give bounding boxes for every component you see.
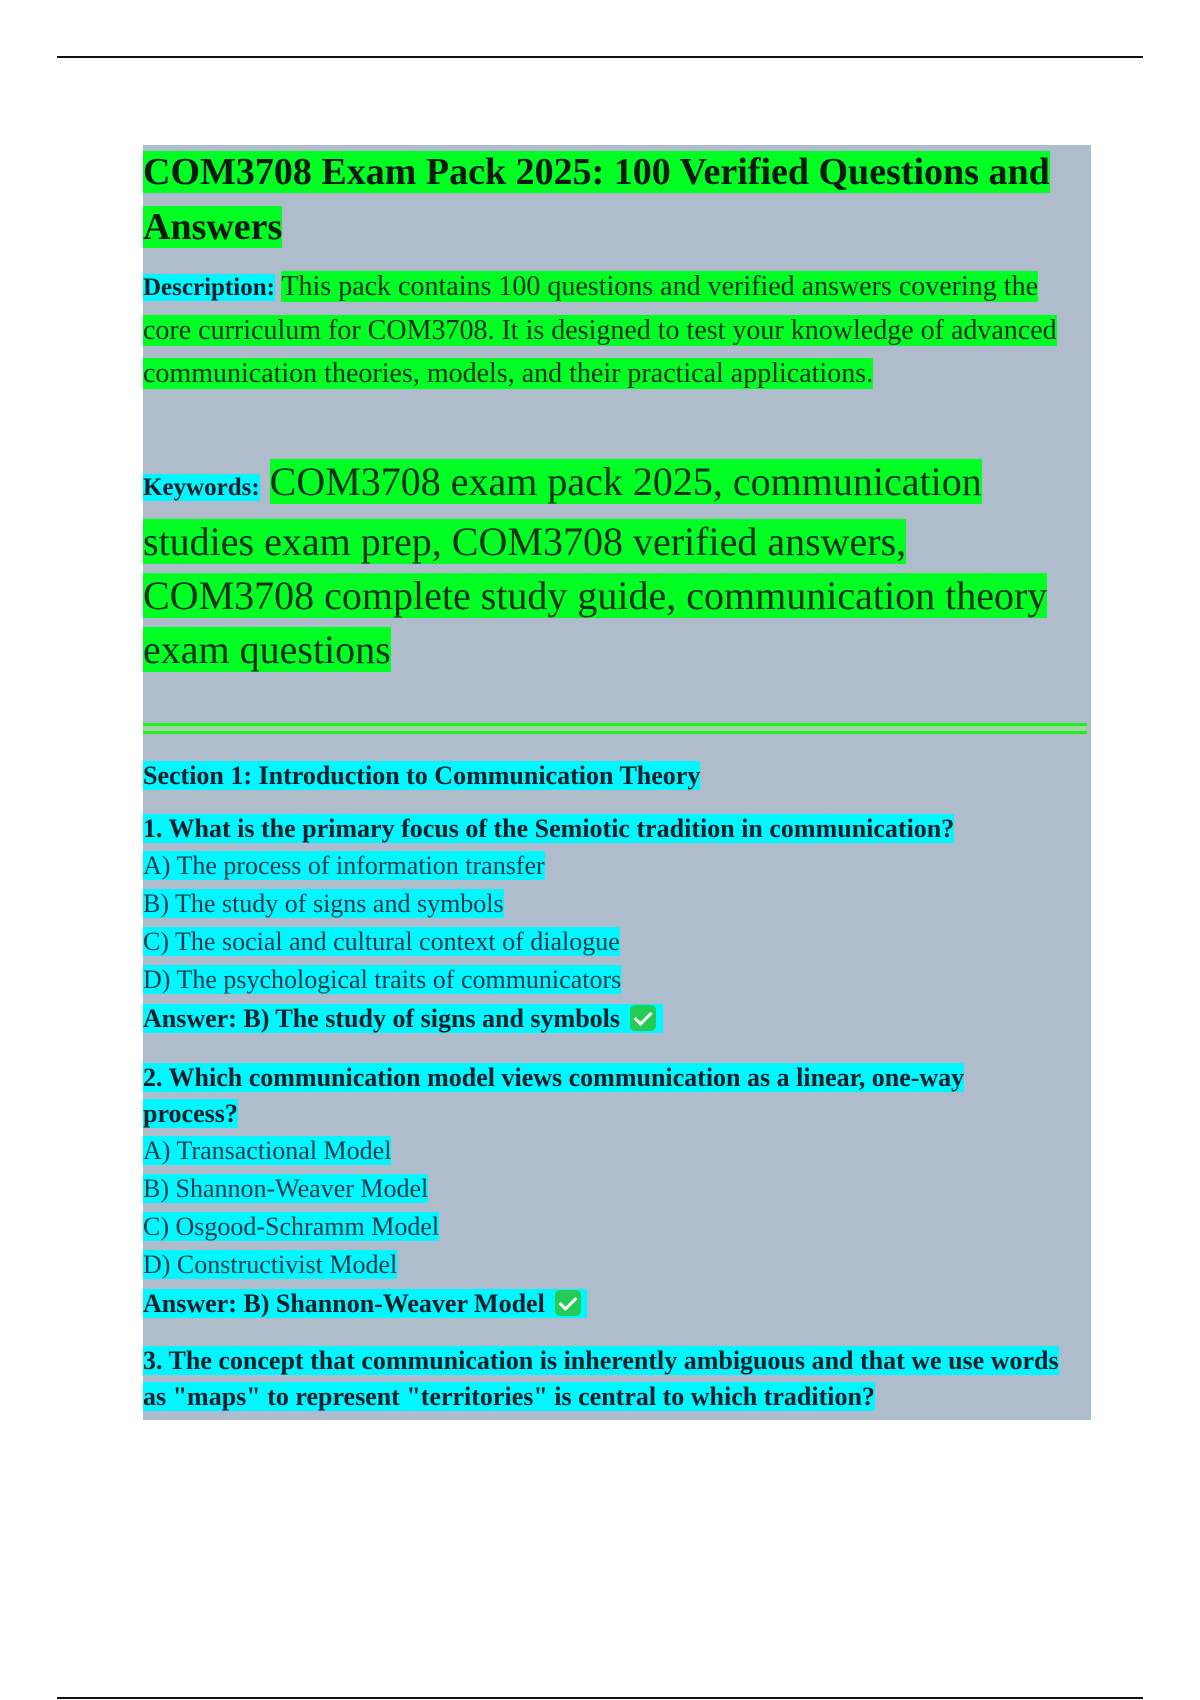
question-1 <box>143 811 1063 1039</box>
question-2 <box>143 1060 1063 1324</box>
option-a: A) The process of information transfer <box>143 851 545 880</box>
answer <box>143 1289 587 1318</box>
question-text: 3. The concept that communication is inherently ambiguous and that we use words as "maps" to represent "territories" is central to which tradition? <box>143 1346 1059 1411</box>
option-c: C) Osgood-Schramm Model <box>143 1212 440 1241</box>
description-label: Description: <box>143 274 275 301</box>
top-rule <box>57 56 1143 58</box>
answer-text: Answer: B) Shannon-Weaver Model <box>143 1289 545 1318</box>
answer-text: Answer: B) The study of signs and symbols <box>143 1004 621 1033</box>
check-icon <box>555 1290 581 1316</box>
document-title-text: COM3708 Exam Pack 2025: 100 Verified Questions and Answers <box>143 151 1050 248</box>
description-text: This pack contains 100 questions and verified answers covering the core curriculum for COM3708. It is designed to test your knowledge of advanced communication theories, models, and their practical applications. <box>143 271 1057 389</box>
document-panel <box>143 145 1091 1420</box>
answer <box>143 1004 663 1033</box>
option-b: B) The study of signs and symbols <box>143 889 504 918</box>
question-text: 1. What is the primary focus of the Semiotic tradition in communication? <box>143 814 955 843</box>
question-text: 2. Which communication model views communication as a linear, one-way process? <box>143 1063 965 1128</box>
keywords-label: Keywords: <box>143 474 260 501</box>
keywords-text: COM3708 exam pack 2025, communication studies exam prep, COM3708 verified answers, COM3708 complete study guide, communication theory exam questions <box>143 459 1048 672</box>
option-b: B) Shannon-Weaver Model <box>143 1174 429 1203</box>
description-block <box>143 265 1063 395</box>
section-title <box>143 759 700 793</box>
bottom-rule <box>57 1697 1143 1699</box>
question-3 <box>143 1343 1063 1415</box>
option-d: D) The psychological traits of communicators <box>143 965 622 994</box>
document-title <box>143 145 1063 255</box>
section-title-text: Section 1: Introduction to Communication Theory <box>143 761 701 790</box>
option-a: A) Transactional Model <box>143 1136 392 1165</box>
option-c: C) The social and cultural context of dialogue <box>143 927 620 956</box>
keywords-block <box>143 455 1063 677</box>
section-divider <box>143 723 1087 734</box>
option-d: D) Constructivist Model <box>143 1250 398 1279</box>
check-icon <box>630 1005 656 1031</box>
